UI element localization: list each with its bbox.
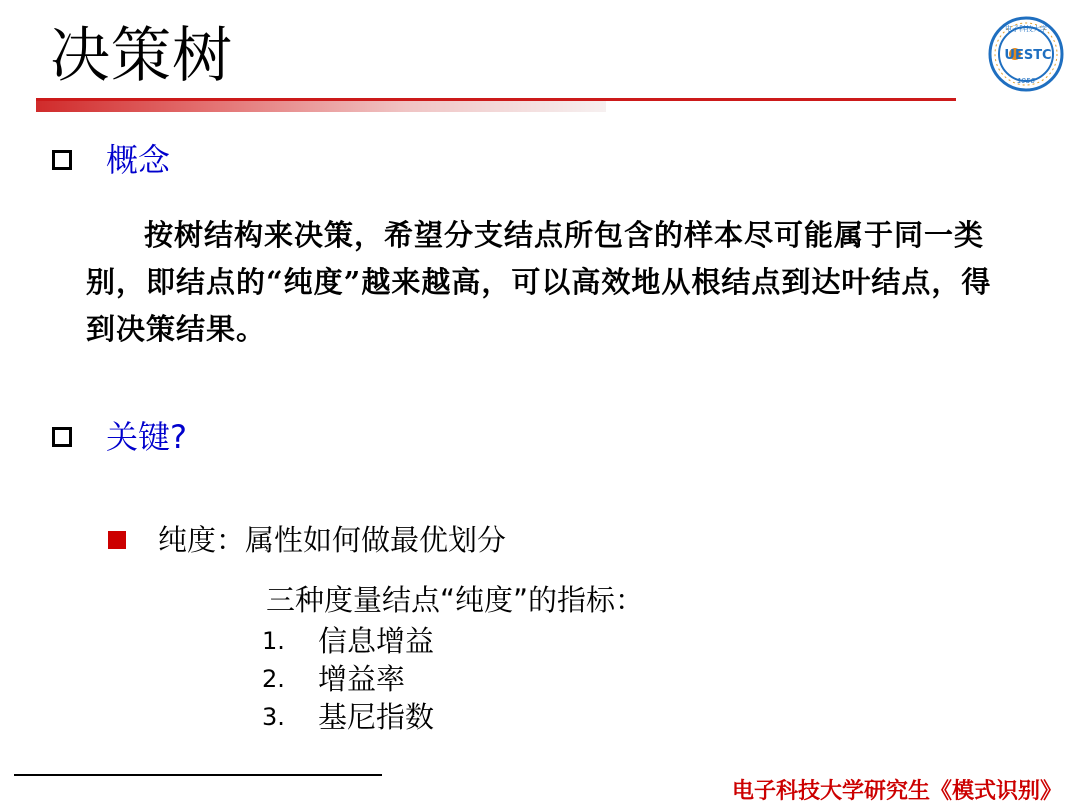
title-underline (36, 98, 956, 114)
logo-center-text: UESTC (1004, 48, 1052, 63)
footer-rule (14, 774, 382, 776)
section-heading-label: 关键? (106, 418, 187, 456)
bullet-text: 纯度：属性如何做最优划分 (158, 523, 507, 557)
section-heading-label: 概念 (106, 141, 171, 179)
list-label: 基尼指数 (318, 700, 435, 734)
purity-metrics-intro: 三种度量结点“纯度”的指标： (266, 583, 645, 617)
checkbox-square-icon (52, 150, 72, 170)
section-heading-concept (52, 140, 170, 180)
list-item (262, 660, 434, 698)
logo-year: 1956 (1017, 77, 1035, 85)
logo-top-text: 电子科技大学 (1005, 25, 1047, 33)
list-number: 2. (262, 665, 285, 693)
purity-metrics-list (262, 622, 434, 736)
title-underline-gradient (36, 101, 606, 112)
section-heading-key (52, 417, 187, 457)
list-item (262, 698, 434, 736)
slide-title: 决策树 (50, 21, 233, 91)
concept-paragraph: 按树结构来决策，希望分支结点所包含的样本尽可能属于同一类别，即结点的“纯度”越来越高，可以高效地从根结点到达叶结点，得到决策结果。 (86, 218, 992, 346)
checkbox-square-icon (52, 427, 72, 447)
university-logo (988, 16, 1064, 92)
footer-course-label: 电子科技大学研究生《模式识别》 (731, 778, 1062, 804)
list-label: 增益率 (318, 662, 406, 696)
bullet-purity (108, 522, 506, 558)
red-square-bullet-icon (108, 531, 126, 549)
list-number: 1. (262, 627, 285, 655)
list-number: 3. (262, 703, 285, 731)
list-item (262, 622, 434, 660)
list-label: 信息增益 (318, 624, 435, 658)
